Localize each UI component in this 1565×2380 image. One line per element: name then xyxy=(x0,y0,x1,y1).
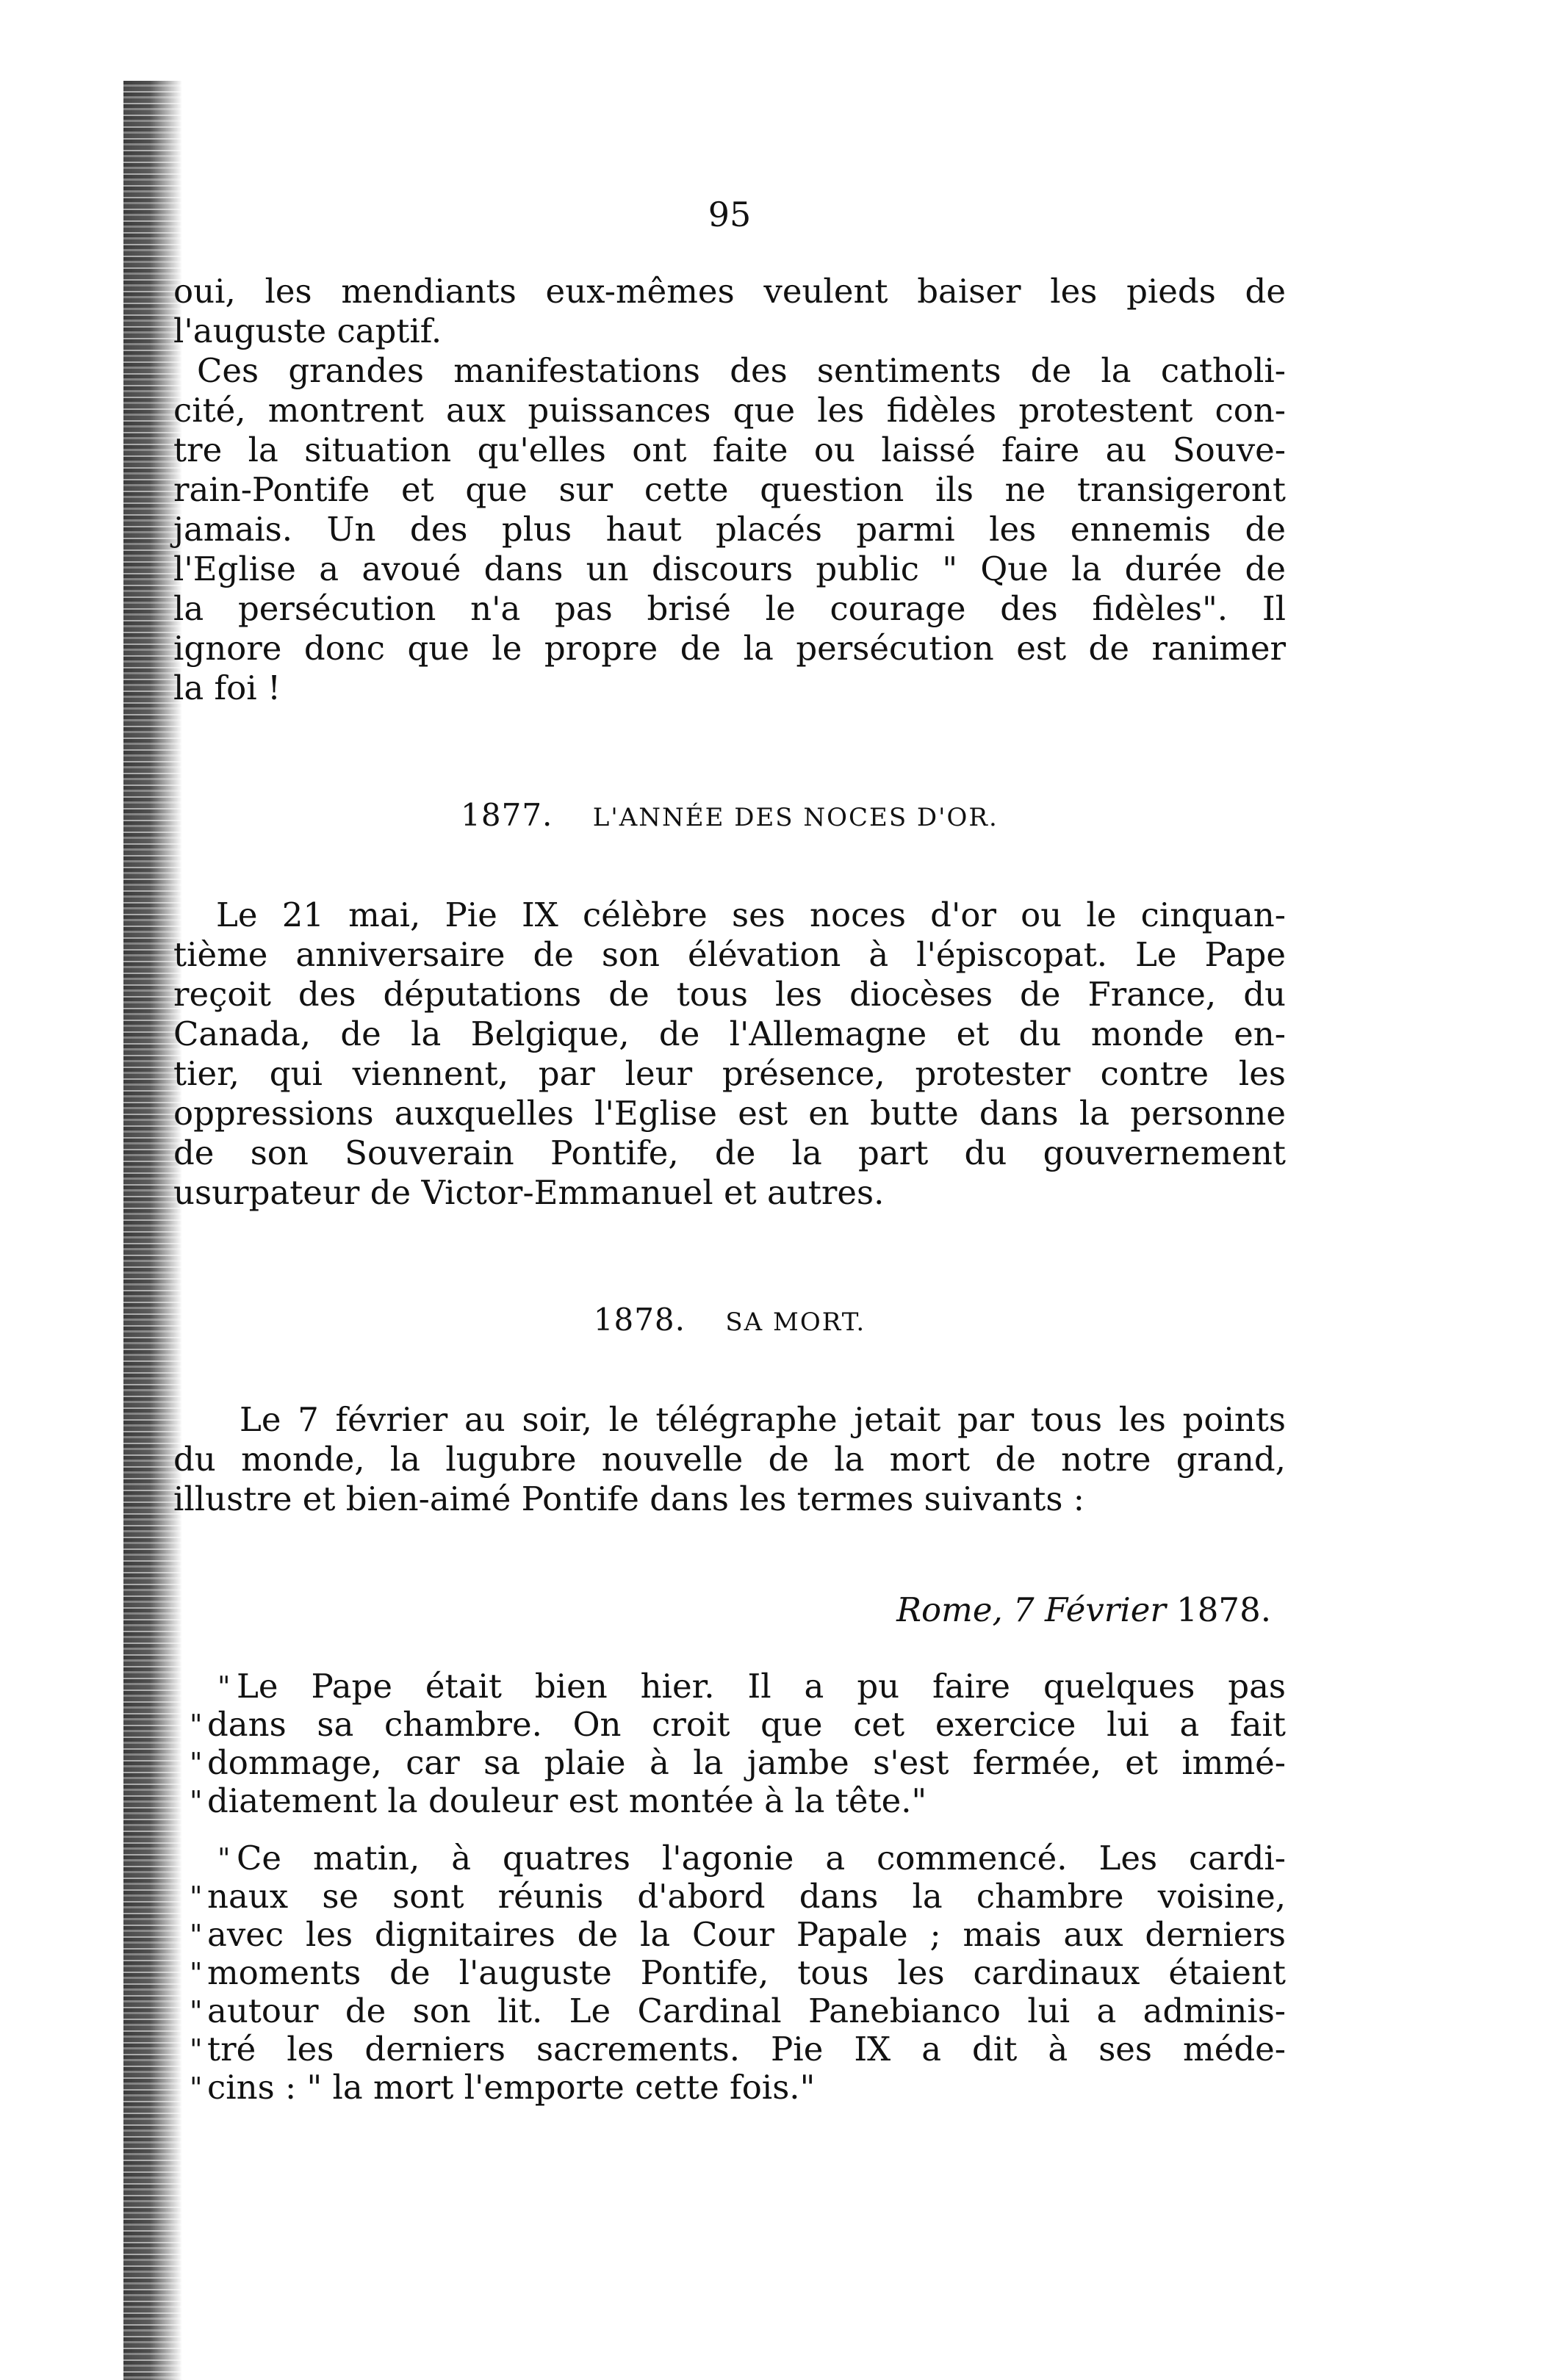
quote-line xyxy=(173,1954,1286,1992)
paragraph-continuation xyxy=(173,272,1286,351)
quote-line-text: autour de son lit. Le Cardinal Panebianco lui a adminis- xyxy=(207,1991,1286,2030)
quote-mark: " xyxy=(190,1995,203,2027)
quote-line xyxy=(173,1992,1286,2030)
dateline-year: 1878. xyxy=(1176,1590,1271,1629)
text-line: Canada, de la Belgique, de l'Allemagne et du monde en- xyxy=(173,1014,1286,1053)
text-line: oppressions auxquelles l'Eglise est en butte dans la personne xyxy=(173,1094,1286,1133)
quote-line xyxy=(173,1706,1286,1744)
text-line: tre la situation qu'elles ont faite ou laissé faire au Souve- xyxy=(173,430,1286,469)
paragraph-noces-dor xyxy=(173,895,1286,1213)
quote-mark: " xyxy=(217,1842,231,1875)
page-number: 95 xyxy=(708,195,752,234)
section-year: 1877. xyxy=(461,797,553,833)
text-line: tier, qui viennent, par leur présence, protester contre les xyxy=(173,1054,1286,1093)
quote-line xyxy=(173,1916,1286,1954)
text-line: tième anniversaire de son élévation à l'épiscopat. Le Pape xyxy=(173,935,1286,974)
quote-mark: " xyxy=(190,1957,203,1989)
book-page xyxy=(173,192,1286,2107)
quote-line-text: dommage, car sa plaie à la jambe s'est fermée, et immé- xyxy=(207,1743,1286,1782)
section-heading-1877 xyxy=(173,795,1286,838)
text-line: Le 21 mai, Pie IX célèbre ses noces d'or ou le cinquan- xyxy=(216,895,1286,934)
quote-mark: " xyxy=(190,2071,203,2104)
text-line: oui, les mendiants eux-mêmes veulent baiser les pieds de xyxy=(173,272,1286,311)
text-line: l'Eglise a avoué dans un discours public " Que la durée de xyxy=(173,549,1286,588)
quote-line-text: avec les dignitaires de la Cour Papale ; mais aux derniers xyxy=(207,1915,1286,1954)
quote-mark: " xyxy=(190,1747,203,1779)
dateline-place-date: Rome, 7 Février xyxy=(896,1590,1166,1629)
text-line: Ces grandes manifestations des sentiments de la catholi- xyxy=(197,351,1286,390)
quote-line-text: naux se sont réunis d'abord dans la chambre voisine, xyxy=(207,1877,1286,1916)
telegram-dateline xyxy=(173,1590,1271,1631)
section-heading-1878 xyxy=(173,1299,1286,1343)
quote-line-text: Ce matin, à quatres l'agonie a commencé. Les cardi- xyxy=(237,1839,1286,1878)
quote-mark: " xyxy=(190,1785,203,1817)
text-line: du monde, la lugubre nouvelle de la mort de notre grand, xyxy=(173,1440,1286,1479)
text-line: reçoit des députations de tous les diocèses de France, du xyxy=(173,975,1286,1014)
quote-line-text: dans sa chambre. On croit que cet exercice lui a fait xyxy=(207,1705,1286,1744)
section-title: SA MORT. xyxy=(725,1308,866,1337)
quote-line xyxy=(173,1667,1286,1706)
text-line: usurpateur de Victor-Emmanuel et autres. xyxy=(173,1173,885,1212)
quote-line xyxy=(173,1878,1286,1916)
section-year: 1878. xyxy=(593,1302,686,1338)
quote-line xyxy=(173,2069,1286,2107)
text-line: rain-Pontife et que sur cette question ils ne transigeront xyxy=(173,470,1286,509)
quote-mark: " xyxy=(190,1880,203,1913)
text-line: la foi ! xyxy=(173,668,281,707)
quote-line xyxy=(173,1744,1286,1782)
quote-line xyxy=(173,1839,1286,1878)
text-line: Le 7 février au soir, le télégraphe jetait par tous les points xyxy=(240,1400,1286,1439)
quote-mark: " xyxy=(190,1709,203,1741)
quote-line-text: moments de l'auguste Pontife, tous les cardinaux étaient xyxy=(207,1953,1286,1992)
section-title: L'ANNÉE DES NOCES D'OR. xyxy=(592,803,999,832)
text-line: de son Souverain Pontife, de la part du gouvernement xyxy=(173,1133,1286,1172)
quote-line-text: diatement la douleur est montée à la tête." xyxy=(207,1781,927,1820)
telegram-quote-1 xyxy=(173,1667,1286,1820)
quote-line-text: Le Pape était bien hier. Il a pu faire quelques pas xyxy=(237,1667,1286,1706)
quote-mark: " xyxy=(217,1670,231,1703)
text-line: la persécution n'a pas brisé le courage des fidèles". Il xyxy=(173,589,1286,628)
text-line: ignore donc que le propre de la persécution est de ranimer xyxy=(173,629,1286,668)
quote-mark: " xyxy=(190,2033,203,2066)
telegram-quote-2 xyxy=(173,1839,1286,2107)
quote-line-text: cins : " la mort l'emporte cette fois." xyxy=(207,2068,816,2107)
paragraph-manifestations xyxy=(173,351,1286,708)
quote-line xyxy=(173,2030,1286,2069)
text-line: l'auguste captif. xyxy=(173,311,442,350)
quote-line xyxy=(173,1782,1286,1820)
text-line: jamais. Un des plus haut placés parmi les ennemis de xyxy=(173,510,1286,549)
text-line: cité, montrent aux puissances que les fidèles protestent con- xyxy=(173,391,1286,430)
paragraph-telegraphe xyxy=(173,1400,1286,1519)
quote-mark: " xyxy=(190,1919,203,1951)
quote-line-text: tré les derniers sacrements. Pie IX a dit à ses méde- xyxy=(207,2030,1286,2069)
text-line: illustre et bien-aimé Pontife dans les termes suivants : xyxy=(173,1479,1084,1518)
